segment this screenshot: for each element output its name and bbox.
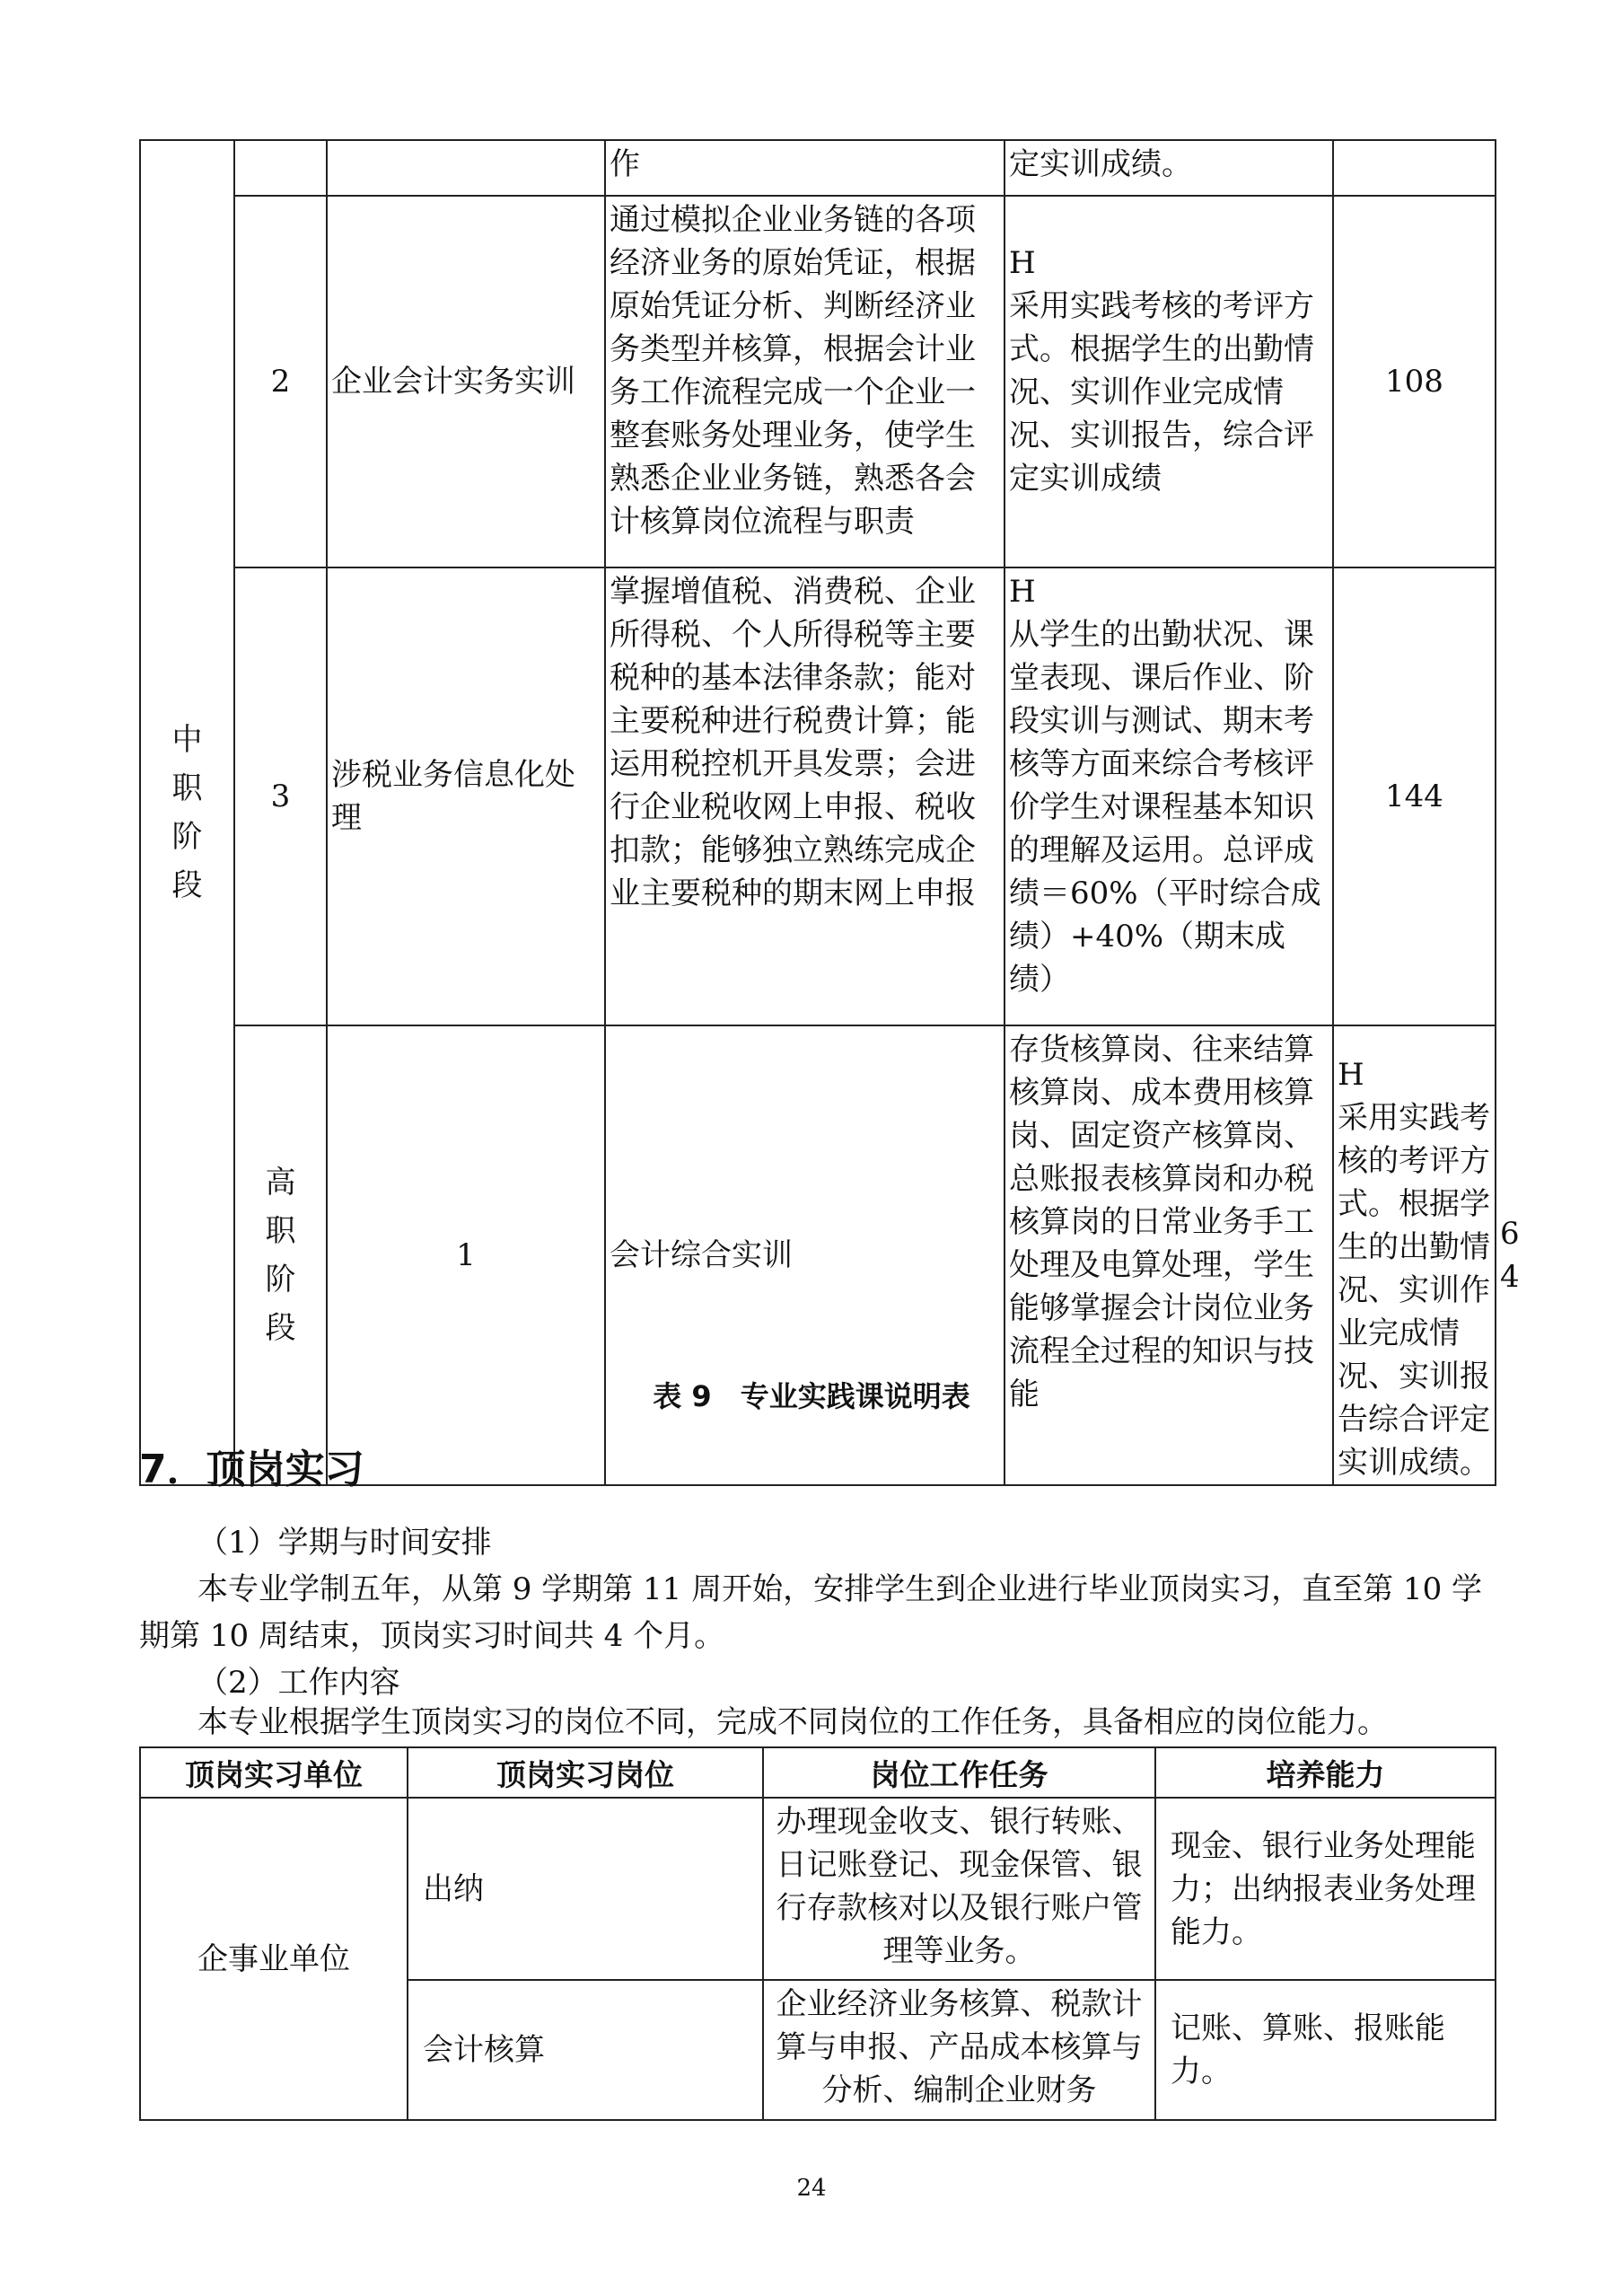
page-number: 24: [796, 2175, 827, 2202]
table-header-row: [140, 1747, 1496, 1798]
paragraph: 本专业学制五年，从第 9 学期第 11 周开始，安排学生到企业进行毕业顶岗实习，直至第 10 学期第 10 周结束，顶岗实习时间共 4 个月。: [139, 1571, 1483, 1654]
assessment-method: H 从学生的出勤状况、课堂表现、课后作业、阶段实训与测试、期末考核等方面来综合考核评价学生对课程基本知识的理解及运用。总评成绩＝60%（平时综合成绩）+40%（期末成绩）: [1005, 567, 1333, 1025]
table-row: [140, 567, 1496, 1025]
post-ability: 现金、银行业务处理能力；出纳报表业务处理能力。: [1155, 1798, 1496, 1980]
assessment-method: H 采用实践考核的考评方式。根据学生的出勤情况、实训作业完成情况、实训报告，综合评定实训成绩: [1005, 196, 1333, 567]
course-name: [327, 140, 605, 196]
post-task: 企业经济业务核算、税款计算与申报、产品成本核算与分析、编制企业财务: [763, 1980, 1155, 2120]
course-name: 涉税业务信息化处理: [327, 567, 605, 1025]
table-row: 高职阶段 1 会计综合实训 存货核算岗、往来结算核算岗、成本费用核算岗、固定资产核算岗、总账报表核算岗和办税核算岗的日常业务手工处理及电算处理，学生能够掌握会计岗位业务流程全过程的知识与技能 H 采用实践考核的考评方式。根据学生的出勤情况、实训作业完成情况、实训报告综合评定实训成绩。 64: [140, 1025, 1496, 1485]
table-row: [140, 140, 1496, 196]
course-name: 企业会计实务实训: [327, 196, 605, 567]
internship-post: 会计核算: [408, 1980, 763, 2120]
table-caption: 表 9 专业实践课说明表: [653, 1379, 970, 1413]
column-header: 顶岗实习单位: [140, 1747, 408, 1798]
section-title: 7．顶岗实习: [139, 1447, 364, 1492]
table-row: [140, 196, 1496, 567]
course-description: 存货核算岗、往来结算核算岗、成本费用核算岗、固定资产核算岗、总账报表核算岗和办税核算岗的日常业务手工处理及电算处理，学生能够掌握会计岗位业务流程全过程的知识与技能: [1005, 1025, 1333, 1485]
row-number: [234, 140, 327, 196]
stage-cell-mid: 中职阶段: [140, 140, 234, 1485]
assessment-method: H 采用实践考核的考评方式。根据学生的出勤情况、实训作业完成情况、实训报告综合评定实训成绩。: [1333, 1025, 1496, 1485]
column-header: 岗位工作任务: [763, 1747, 1155, 1798]
course-hours: 108: [1333, 196, 1496, 567]
stage-cell-high: 高职阶段: [234, 1025, 327, 1485]
internship-unit: 企事业单位: [140, 1798, 408, 2120]
post-ability: 记账、算账、报账能力。: [1155, 1980, 1496, 2120]
paragraph: 本专业根据学生顶岗实习的岗位不同，完成不同岗位的工作任务，具备相应的岗位能力。: [197, 1704, 1388, 1740]
column-header: 顶岗实习岗位: [408, 1747, 763, 1798]
course-description: 作: [605, 140, 1005, 196]
table-row: [140, 1798, 1496, 1980]
column-header: 培养能力: [1155, 1747, 1496, 1798]
practice-course-table: [139, 139, 1520, 1486]
subsection-heading: （2）工作内容: [197, 1665, 400, 1701]
row-number: 1: [327, 1025, 605, 1485]
course-description: 掌握增值税、消费税、企业所得税、个人所得税等主要税种的基本法律条款；能对主要税种进行税费计算；能运用税控机开具发票；会进行企业税收网上申报、税收扣款；能够独立熟练完成企业主要税种的期末网上申报: [605, 567, 1005, 1025]
course-hours: 144: [1333, 567, 1496, 1025]
internship-post: 出纳: [408, 1798, 763, 1980]
course-name: 会计综合实训: [605, 1025, 1005, 1485]
post-task: 办理现金收支、银行转账、日记账登记、现金保管、银行存款核对以及银行账户管理等业务。: [763, 1798, 1155, 1980]
assessment-method: 定实训成绩。: [1005, 140, 1333, 196]
row-number: 3: [234, 567, 327, 1025]
row-number: 2: [234, 196, 327, 567]
internship-table: [139, 1746, 1496, 2121]
course-hours: [1333, 140, 1496, 196]
course-description: 通过模拟企业业务链的各项经济业务的原始凭证，根据原始凭证分析、判断经济业务类型并核算，根据会计业务工作流程完成一个企业一整套账务处理业务，使学生熟悉企业业务链，熟悉各会计核算岗位流程与职责: [605, 196, 1005, 567]
subsection-heading: （1）学期与时间安排: [197, 1525, 492, 1561]
